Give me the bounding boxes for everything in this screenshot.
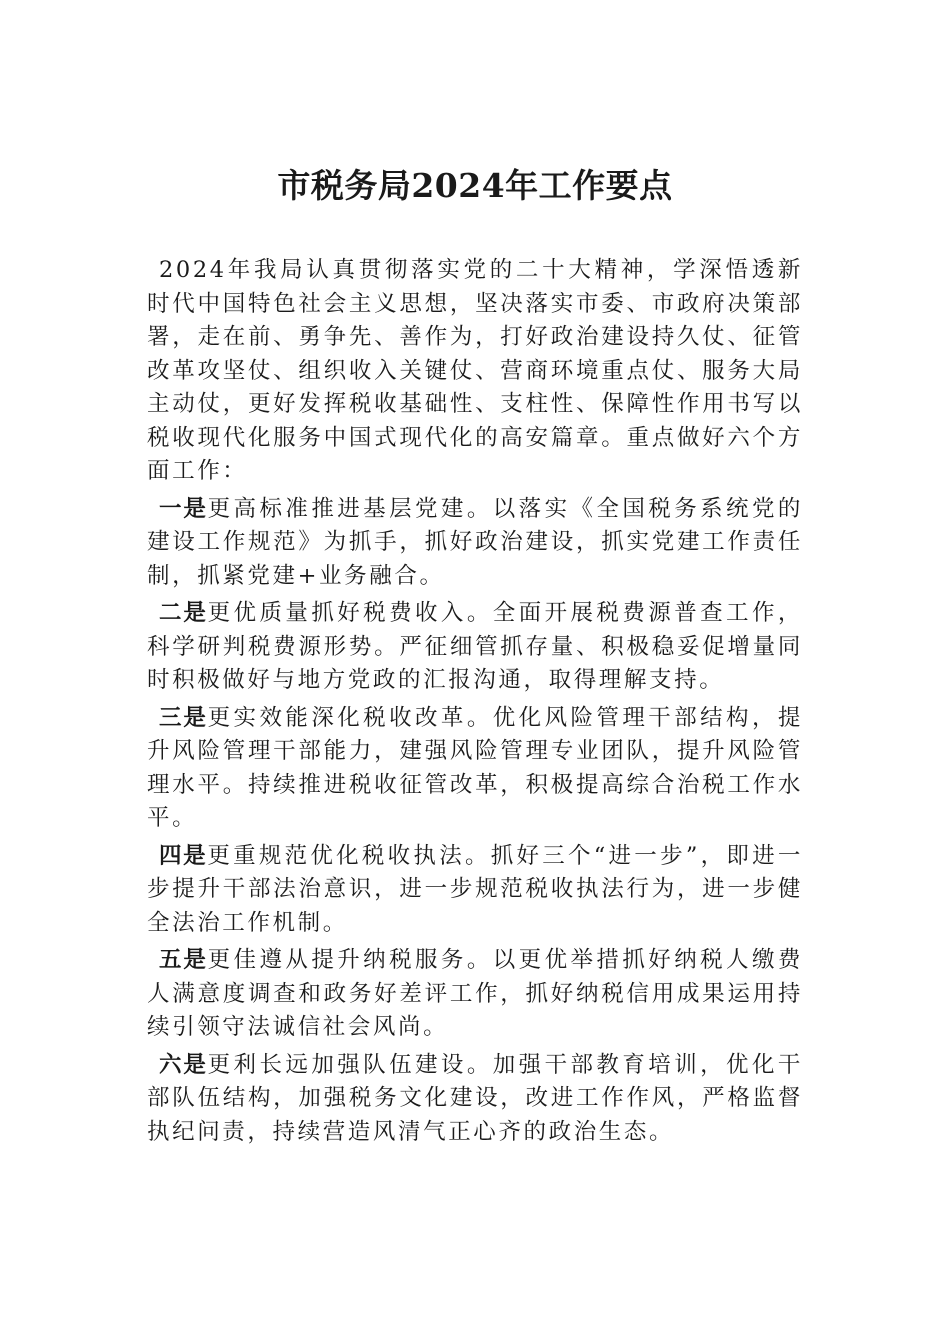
- item-paragraph-3: [147, 702, 803, 836]
- item-lead-2: 二是: [159, 600, 208, 626]
- item-lead-1: 一是: [159, 495, 208, 522]
- item-paragraph-2: [147, 597, 803, 698]
- item-paragraph-1: [147, 493, 803, 594]
- item-paragraph-5: [147, 944, 803, 1045]
- item-text-6: 更利长远加强队伍建设。加强干部教育培训，优化干部队伍结构，加强税务文化建设，改进工作作风，严格监督执纪问责，持续营造风清气正心齐的政治生态。: [147, 1051, 803, 1145]
- item-lead-3: 三是: [159, 704, 208, 731]
- item-lead-6: 六是: [159, 1051, 208, 1078]
- item-text-5: 更佳遵从提升纳税服务。以更优举措抓好纳税人缴费人满意度调查和政务好差评工作，抓好纳税信用成果运用持续引领守法诚信社会风尚。: [147, 947, 803, 1040]
- intro-paragraph: 2024年我局认真贯彻落实党的二十大精神，学深悟透新时代中国特色社会主义思想，坚决落实市委、市政府决策部署，走在前、勇争先、善作为，打好政治建设持久仗、征管改革攻坚仗、组织收入关键仗、营商环境重点仗、服务大局主动仗，更好发挥税收基础性、支柱性、保障性作用书写以税收现代化服务中国式现代化的高安篇章。重点做好六个方面工作：: [147, 257, 803, 484]
- item-lead-5: 五是: [159, 947, 208, 973]
- document-body: [147, 254, 803, 1153]
- item-paragraph-4: [147, 840, 803, 941]
- document-title: 市税务局2024年工作要点: [277, 166, 673, 205]
- item-lead-4: 四是: [159, 842, 208, 869]
- item-text-4: 更重规范优化税收执法。抓好三个“进一步”，即进一步提升干部法治意识，进一步规范税收执法行为，进一步健全法治工作机制。: [147, 842, 803, 936]
- item-text-3: 更实效能深化税收改革。优化风险管理干部结构，提升风险管理干部能力，建强风险管理专业团队，提升风险管理水平。持续推进税收征管改革，积极提高综合治税工作水平。: [147, 704, 803, 831]
- item-text-1: 更高标准推进基层党建。以落实《全国税务系统党的建设工作规范》为抓手，抓好政治建设，抓实党建工作责任制，抓紧党建+业务融合。: [147, 495, 803, 589]
- item-paragraph-6: [147, 1049, 803, 1150]
- item-text-2: 更优质量抓好税费收入。全面开展税费源普查工作，科学研判税费源形势。严征细管抓存量、积极稳妥促增量同时积极做好与地方党政的汇报沟通，取得理解支持。: [147, 600, 803, 693]
